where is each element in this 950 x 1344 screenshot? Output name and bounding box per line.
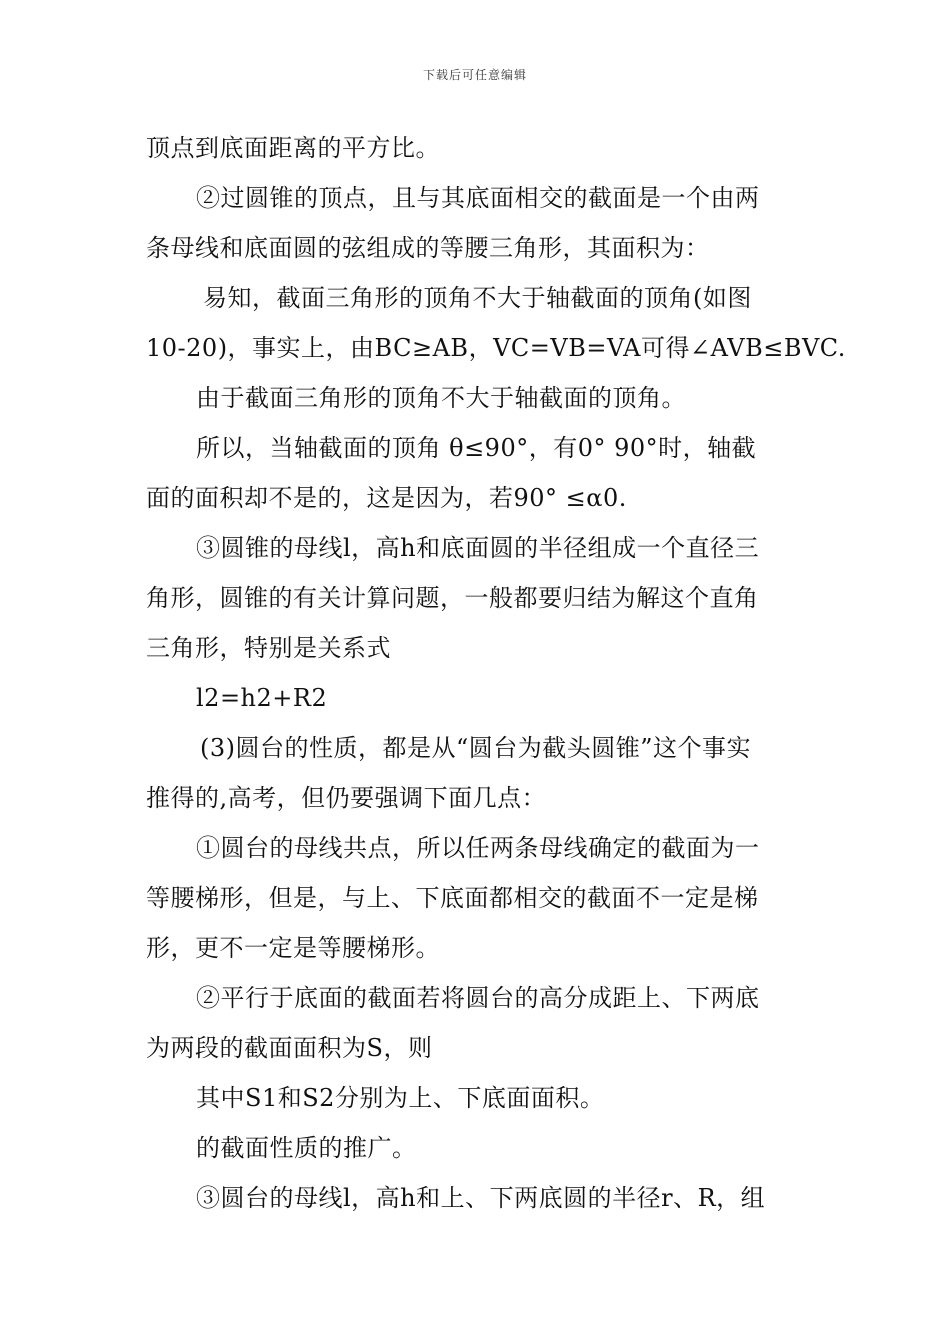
text-line: 为两段的截面面积为S，则: [146, 1034, 433, 1062]
page-header: 下载后可任意编辑: [422, 68, 527, 82]
text-line: 由于截面三角形的顶角不大于轴截面的顶角。: [196, 384, 686, 412]
text-line: ③圆台的母线l，高h和上、下两底圆的半径r、R，组: [196, 1184, 766, 1212]
document-body: [146, 129, 846, 1229]
text-line: 其中S1和S2分别为上、下底面面积。: [196, 1084, 605, 1112]
text-line: ③圆锥的母线l，高h和底面圆的半径组成一个直径三: [196, 534, 760, 562]
text-line: 顶点到底面距离的平方比。: [146, 134, 440, 162]
text-line: 形，更不一定是等腰梯形。: [146, 934, 440, 962]
formula-line: l2=h2+R2: [196, 684, 328, 712]
text-line: 10-20)，事实上，由BC≥AB，VC=VB=VA可得∠AVB≤BVC.: [146, 334, 846, 362]
text-line: 面的面积却不是的，这是因为，若90° ≤α0.: [146, 484, 627, 512]
text-line: ②平行于底面的截面若将圆台的高分成距上、下两底: [196, 984, 760, 1012]
text-line: 所以，当轴截面的顶角 θ≤90°，有0° 90°时，轴截: [196, 434, 757, 462]
text-line: 等腰梯形，但是，与上、下底面都相交的截面不一定是梯: [146, 884, 759, 912]
text-line: 条母线和底面圆的弦组成的等腰三角形，其面积为：: [146, 234, 710, 262]
text-line: ②过圆锥的顶点，且与其底面相交的截面是一个由两: [196, 184, 760, 212]
text-line: 三角形，特别是关系式: [146, 634, 391, 662]
text-line: 推得的,高考，但仍要强调下面几点：: [146, 784, 547, 812]
text-line: ①圆台的母线共点，所以任两条母线确定的截面为一: [196, 834, 760, 862]
text-line: 易知，截面三角形的顶角不大于轴截面的顶角(如图: [203, 284, 752, 312]
text-line: 的截面性质的推广。: [196, 1134, 417, 1162]
text-line: 角形，圆锥的有关计算问题，一般都要归结为解这个直角: [146, 584, 759, 612]
text-line: (3)圆台的性质，都是从“圆台为截头圆锥”这个事实: [200, 734, 752, 762]
